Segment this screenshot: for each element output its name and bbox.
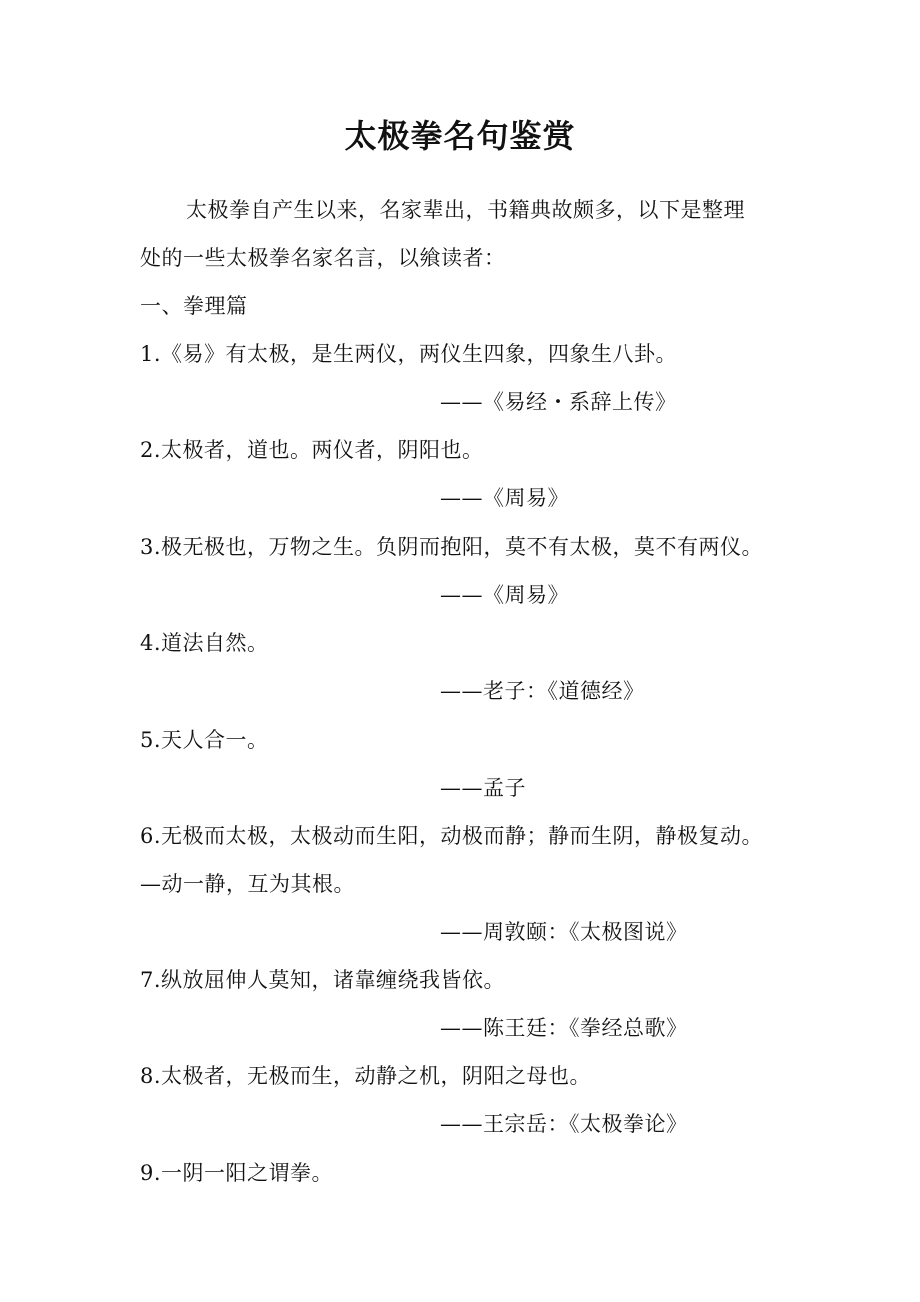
quote-4-source: ——老子：《道德经》 bbox=[440, 679, 645, 703]
intro-line-1: 太极拳自产生以来，名家辈出，书籍典故颇多，以下是整理 bbox=[186, 198, 745, 222]
quote-3: 3.极无极也，万物之生。负阴而抱阳，莫不有太极，莫不有两仪。 bbox=[140, 535, 764, 559]
quote-2: 2.太极者，道也。两仪者，阴阳也。 bbox=[140, 438, 484, 462]
intro-line-2: 处的一些太极拳名家名言，以飨读者： bbox=[140, 246, 506, 270]
quote-8-source: ——王宗岳：《太极拳论》 bbox=[440, 1112, 688, 1136]
quote-6-continued: —动一静，互为其根。 bbox=[140, 872, 355, 896]
quote-1: 1.《易》有太极，是生两仪，两仪生四象，四象生八卦。 bbox=[140, 342, 678, 366]
quote-5-source: ——孟子 bbox=[440, 776, 526, 800]
quote-3-source: ——《周易》 bbox=[440, 583, 569, 607]
quote-6-source: ——周敦颐：《太极图说》 bbox=[440, 920, 688, 944]
quote-7: 7.纵放屈伸人莫知，诸靠缠绕我皆依。 bbox=[140, 968, 506, 992]
quote-9: 9.一阴一阳之谓拳。 bbox=[140, 1161, 334, 1185]
quote-7-source: ——陈王廷：《拳经总歌》 bbox=[440, 1016, 688, 1040]
quote-5: 5.天人合一。 bbox=[140, 728, 269, 752]
section-heading: 一、拳理篇 bbox=[140, 294, 248, 318]
quote-8: 8.太极者，无极而生，动静之机，阴阳之母也。 bbox=[140, 1064, 592, 1088]
quote-6: 6.无极而太极，太极动而生阳，动极而静；静而生阴，静极复动。 bbox=[140, 824, 764, 848]
quote-4: 4.道法自然。 bbox=[140, 631, 269, 655]
page-title: 太极拳名句鉴赏 bbox=[344, 117, 576, 155]
quote-1-source: ——《易经・系辞上传》 bbox=[440, 390, 677, 414]
quote-2-source: ——《周易》 bbox=[440, 486, 569, 510]
